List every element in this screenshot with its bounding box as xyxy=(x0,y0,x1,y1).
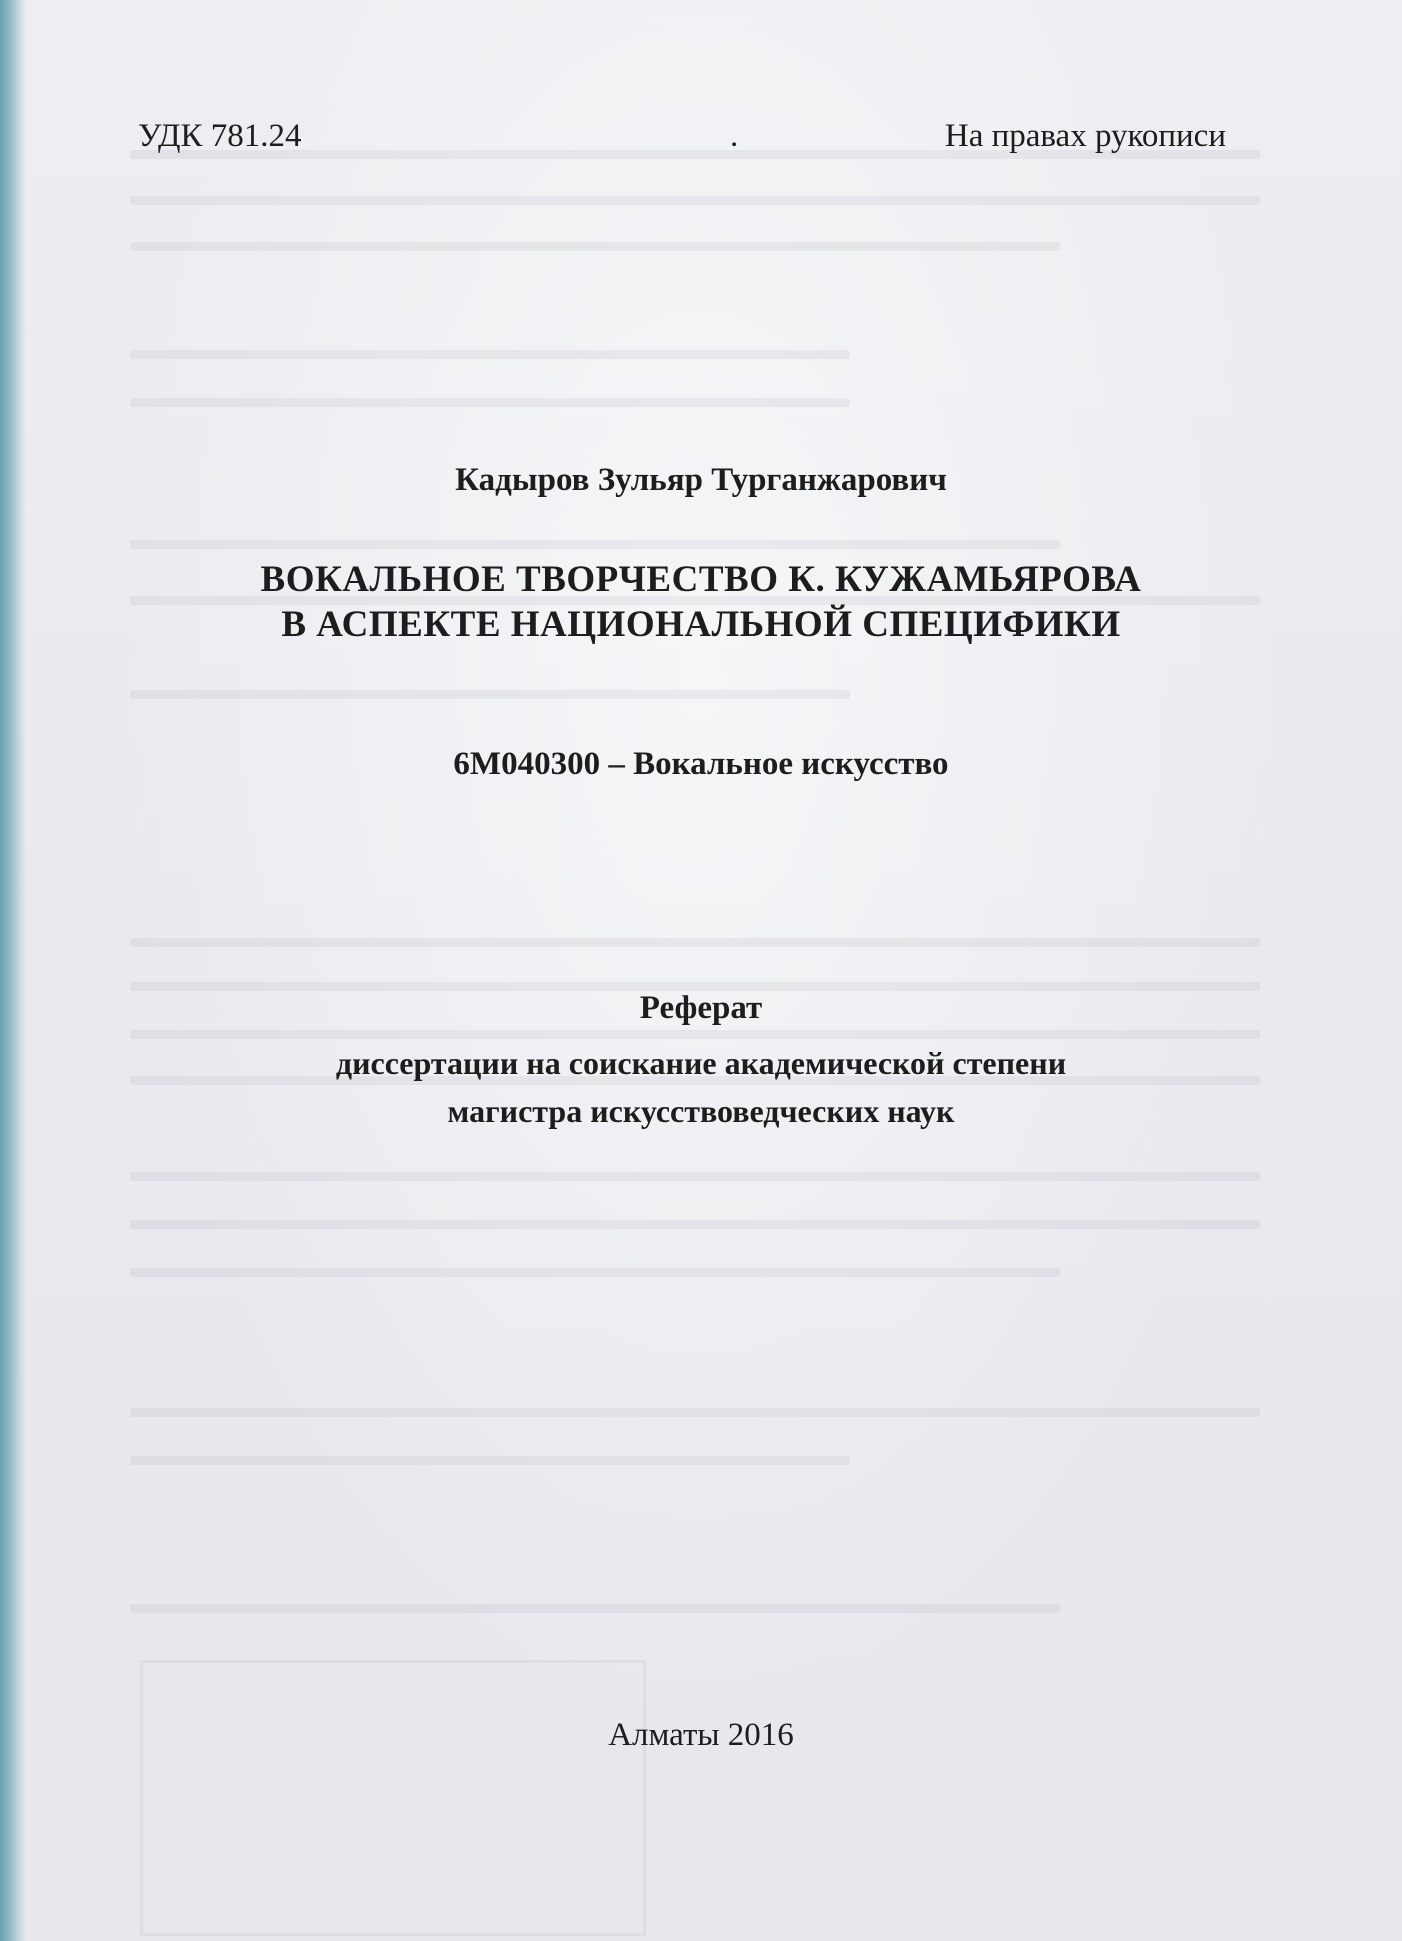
bleed-through-line xyxy=(130,1456,850,1465)
bleed-through-line xyxy=(130,938,1260,947)
bleed-through-line xyxy=(130,398,850,407)
rights-note: На правах рукописи xyxy=(944,118,1226,154)
thesis-title-line-2: В АСПЕКТЕ НАЦИОНАЛЬНОЙ СПЕЦИФИКИ xyxy=(281,604,1121,645)
degree-description-line-1: диссертации на соискание академической степени xyxy=(335,1045,1067,1081)
bleed-through-line xyxy=(130,1268,1060,1277)
specialty-code: 6М040300 – Вокальное искусство xyxy=(453,746,949,782)
city-and-year: Алматы 2016 xyxy=(608,1717,794,1753)
abstract-label: Реферат xyxy=(639,990,763,1026)
udk-code: УДК 781.24 xyxy=(138,118,302,154)
bleed-through-line xyxy=(130,1408,1260,1417)
bleed-through-line xyxy=(130,1172,1260,1181)
binding-edge xyxy=(0,0,26,1941)
thesis-title-line-1: ВОКАЛЬНОЕ ТВОРЧЕСТВО К. КУЖАМЬЯРОВА xyxy=(260,559,1142,600)
bleed-through-line xyxy=(130,690,850,699)
separator-dot: . xyxy=(730,118,739,154)
author-name: Кадыров Зульяр Турганжарович xyxy=(455,462,947,498)
bleed-through-line xyxy=(130,196,1260,205)
bleed-through-line xyxy=(130,1030,1260,1039)
library-stamp-bleed xyxy=(140,1660,646,1936)
degree-description-line-2: магистра искусствоведческих наук xyxy=(447,1093,955,1129)
bleed-through-line xyxy=(130,1220,1260,1229)
bleed-through-line xyxy=(130,1604,1060,1613)
bleed-through-line xyxy=(130,350,850,359)
bleed-through-line xyxy=(130,242,1060,251)
bleed-through-line xyxy=(130,540,1060,549)
